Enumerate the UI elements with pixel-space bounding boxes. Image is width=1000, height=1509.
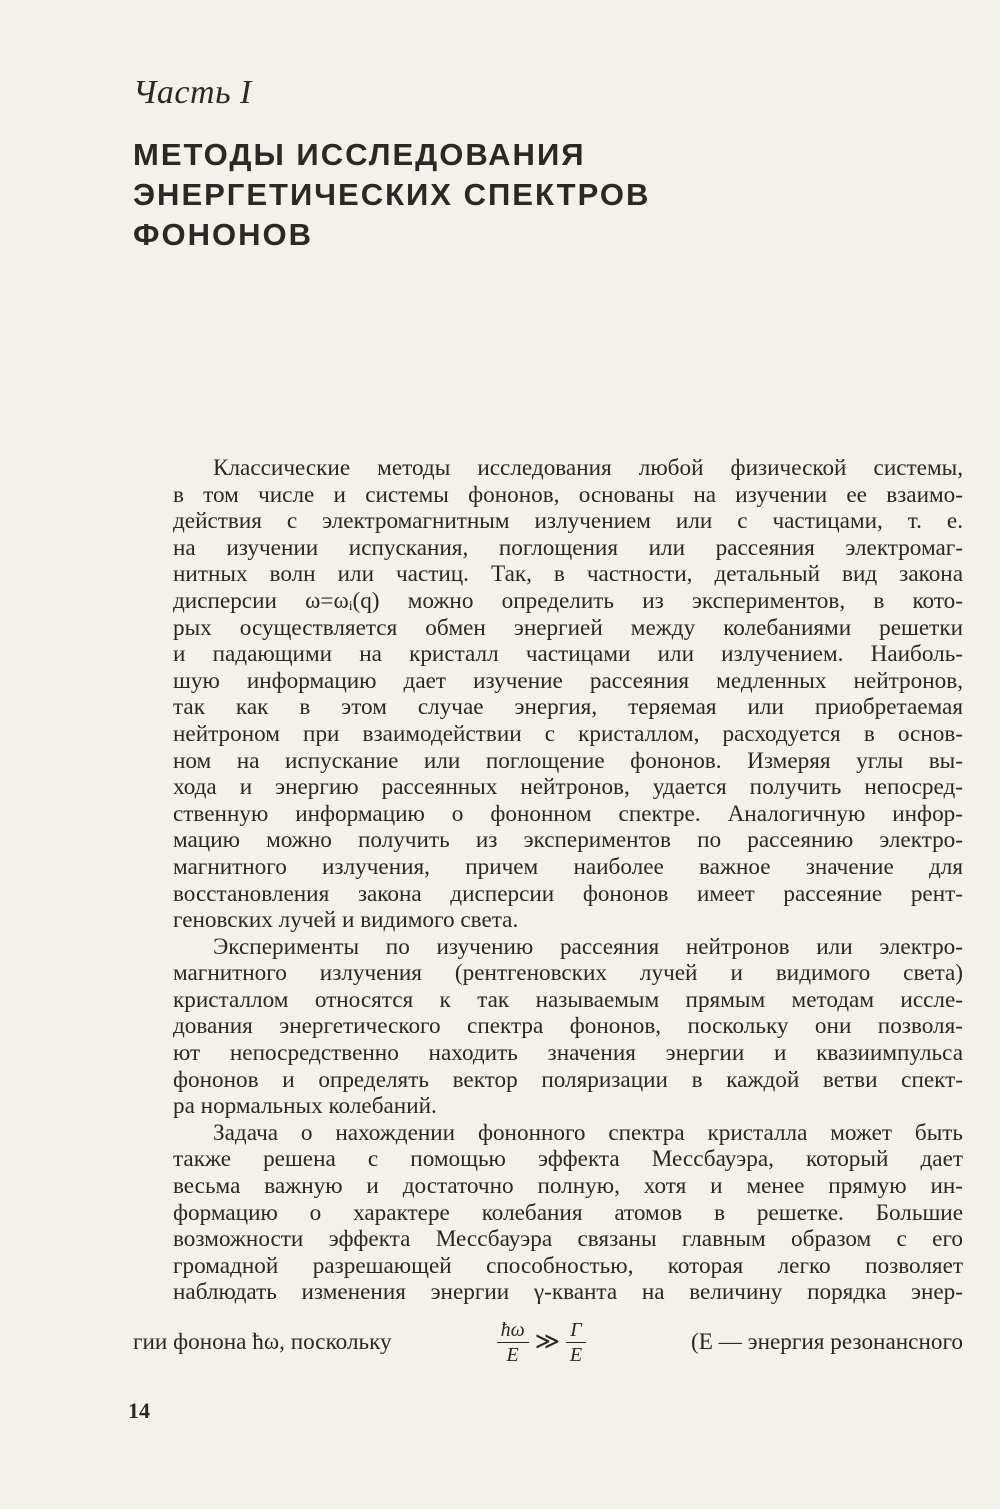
paragraph [133, 1120, 963, 1306]
text-line: наблюдать изменения энергии γ-кванта на величину порядка энер- [173, 1279, 963, 1306]
text-line: восстановления закона дисперсии фононов имеет рассеяние рент- [173, 880, 963, 907]
text-line: также решена с помощью эффекта Мессбауэра, который дает [173, 1146, 963, 1173]
text-line: дисперсии ω=ωᵢ(q) можно определить из экспериментов, в кото- [173, 587, 963, 614]
text-line: ют непосредственно находить значения энергии и квазиимпульса [173, 1040, 963, 1067]
chapter-title-line: ЭНЕРГЕТИЧЕСКИХ СПЕКТРОВ [133, 177, 651, 212]
text-line: нейтроном при взаимодействии с кристаллом, расходуется в основ- [173, 720, 963, 747]
fraction-gamma-over-e [566, 1318, 586, 1367]
text-line: в том числе и системы фононов, основаны на изучении ее взаимо- [173, 481, 963, 508]
text-line: хода и энергию рассеянных нейтронов, удается получить непосред- [173, 774, 963, 801]
text-line: геновских лучей и видимого света. [173, 907, 519, 934]
text-line: нитных волн или частиц. Так, в частности, детальный вид закона [173, 561, 963, 588]
fraction-denominator: E [506, 1343, 519, 1366]
text-line: на изучении испускания, поглощения или рассеяния электромаг- [173, 534, 963, 561]
text-line: весьма важную и достаточно полную, хотя и менее прямую ин- [173, 1173, 963, 1200]
text-line: действия с электромагнитным излучением или с частицами, т. е. [173, 508, 963, 535]
fraction-numerator: Γ [566, 1318, 585, 1343]
text-line: рых осуществляется обмен энергией между колебаниями решетки [173, 614, 963, 641]
paragraph [133, 455, 963, 934]
chapter-title [133, 135, 833, 255]
formula-trail-text: (E — энергия резонансного [690, 1328, 963, 1355]
fraction-numerator: ħω [497, 1318, 529, 1343]
text-line: Эксперименты по изучению рассеяния нейтронов или электро- [213, 933, 963, 960]
text-line: ственную информацию о фононном спектре. Аналогичную инфор- [173, 800, 963, 827]
text-line: магнитного излучения, причем наиболее важное значение для [173, 853, 963, 880]
body-text [133, 455, 963, 1374]
text-line: дования энергетического спектра фононов, поскольку они позволя- [173, 1013, 963, 1040]
chapter-title-line: ФОНОНОВ [133, 217, 313, 252]
part-label: Часть I [133, 74, 252, 111]
text-line: так как в этом случае энергия, теряемая или приобретаемая [173, 694, 963, 721]
text-line: ра нормальных колебаний. [173, 1093, 437, 1120]
formula-lead-text: гии фонона ħω, поскольку [133, 1328, 392, 1355]
text-line: и падающими на кристалл частицами или излучением. Наиболь- [173, 641, 963, 668]
text-line: шую информацию дает изучение рассеяния медленных нейтронов, [173, 667, 963, 694]
formula-line [133, 1310, 963, 1374]
text-line: формацию о характере колебания атомов в решетке. Большие [173, 1199, 963, 1226]
text-line: громадной разрешающей способностью, которая легко позволяет [173, 1252, 963, 1279]
text-line: возможности эффекта Мессбауэра связаны главным образом с его [173, 1226, 963, 1253]
text-line: Классические методы исследования любой физической системы, [213, 455, 963, 481]
text-line: магнитного излучения (рентгеновских лучей и видимого света) [173, 960, 963, 987]
fraction-denominator: E [569, 1343, 583, 1366]
page-number: 14 [128, 1398, 150, 1423]
paragraph [133, 934, 963, 1120]
fraction-hbar-omega-over-e [497, 1318, 529, 1367]
inequality [497, 1318, 586, 1367]
text-line: мацию можно получить из экспериментов по рассеянию электро- [173, 827, 963, 854]
text-line: ном на испускание или поглощение фононов. Измеряя углы вы- [173, 747, 963, 774]
text-line: кристаллом относятся к так называемым прямым методам иссле- [173, 986, 963, 1013]
text-line: фононов и определять вектор поляризации в каждой ветви спект- [173, 1066, 963, 1093]
chapter-title-line: МЕТОДЫ ИССЛЕДОВАНИЯ [133, 137, 586, 172]
text-line: Задача о нахождении фононного спектра кристалла может быть [213, 1119, 963, 1146]
much-greater-sign: ≫ [534, 1328, 560, 1355]
